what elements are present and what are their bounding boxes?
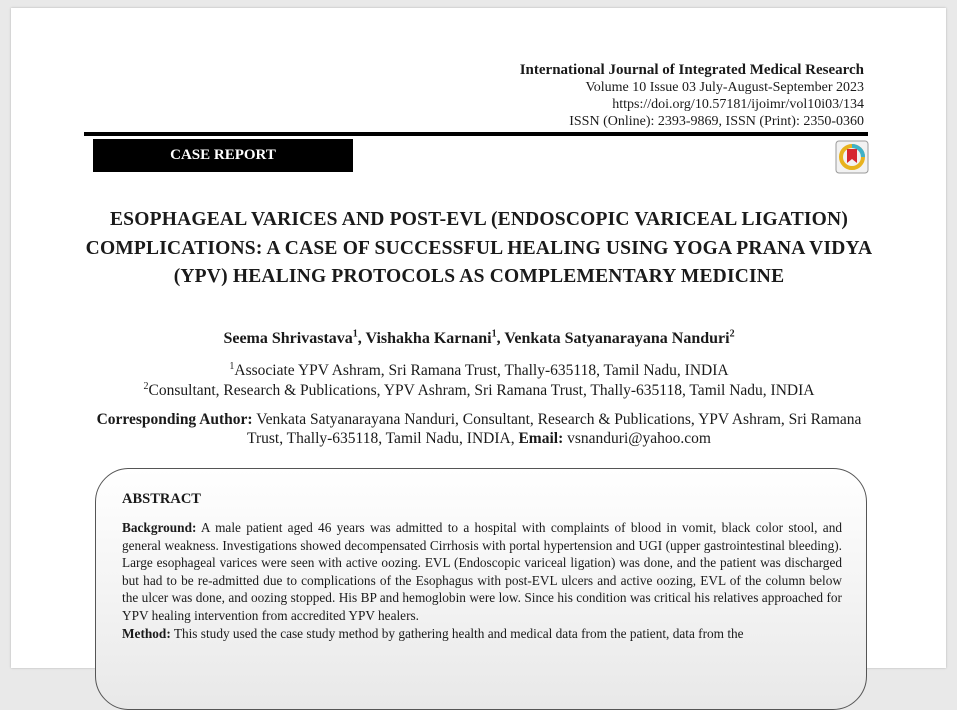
journal-volume: Volume 10 Issue 03 July-August-September 2023	[585, 80, 864, 95]
crossmark-check-updates-icon[interactable]	[835, 140, 869, 174]
author-name: Vishakha Karnani	[365, 330, 492, 347]
email-address[interactable]: vsnanduri@yahoo.com	[563, 430, 711, 447]
journal-header	[520, 62, 864, 130]
author-affil-mark: 2	[729, 328, 735, 340]
affiliation-line	[84, 361, 874, 381]
method-label: Method:	[122, 625, 171, 641]
corresponding-author	[84, 410, 874, 448]
abstract-body	[122, 519, 842, 642]
corresponding-label: Corresponding Author:	[96, 411, 253, 428]
affil-text: Associate YPV Ashram, Sri Ramana Trust, Thally-635118, Tamil Nadu, INDIA	[234, 362, 729, 379]
affil-mark: 2	[143, 380, 149, 392]
author-name: Venkata Satyanarayana Nanduri	[504, 330, 730, 347]
background-label: Background:	[122, 520, 197, 535]
author-list	[84, 330, 874, 348]
author-affil-mark: 1	[352, 328, 358, 340]
affiliation-line	[84, 381, 874, 401]
background-text: A male patient aged 46 years was admitted to a hospital with complaints of blood in vomit, black color stool, and general weakness. Investigations showed decompensated Cirrhosis with portal hypertension and UGI (upper gastrointestinal bleeding). Large esophageal varices were seen with active oozing. EVL (Endoscopic variceal ligation) was done, and the patient was discharged but had to be re-admitted due to complications of the Esophagus with post-EVL ulcers and active oozing, EVL of the column below the ulcer was done, and oozing stopped. His BP and hemoglobin were low. Since his condition was critical his relatives approached for YPV healing intervention from accredited YPV healers.	[122, 520, 842, 623]
header-rule	[84, 132, 868, 136]
affiliations	[84, 361, 874, 400]
author-name: Seema Shrivastava	[223, 330, 353, 347]
author-separator: ,	[357, 330, 366, 347]
email-label: Email:	[518, 430, 564, 447]
case-report-badge: CASE REPORT	[93, 139, 353, 172]
abstract-box	[95, 468, 867, 710]
affil-text: Consultant, Research & Publications, YPV Ashram, Sri Ramana Trust, Thally-635118, Tamil Nadu, INDIA	[148, 381, 815, 399]
author-affil-mark: 1	[491, 328, 497, 340]
article-title: ESOPHAGEAL VARICES AND POST-EVL (ENDOSCOPIC VARICEAL LIGATION) COMPLICATIONS: A CASE OF SUCCESSFUL HEALING USING YOGA PRANA VIDYA (YPV) HEALING PROTOCOLS AS COMPLEMENTARY MEDICINE	[85, 209, 873, 287]
journal-doi[interactable]: https://doi.org/10.57181/ijoimr/vol10i03/134	[612, 97, 864, 112]
corresponding-text: Venkata Satyanarayana Nanduri, Consultant, Research & Publications, YPV Ashram, Sri Ramana Trust, Thally-635118, Tamil Nadu, INDIA,	[247, 411, 862, 447]
method-text: This study used the case study method by gathering health and medical data from the patient, data from the	[170, 625, 744, 641]
document-page	[11, 8, 946, 668]
journal-issn: ISSN (Online): 2393-9869, ISSN (Print): 2350-0360	[569, 114, 864, 129]
abstract-heading: ABSTRACT	[122, 491, 201, 507]
journal-name: International Journal of Integrated Medical Research	[519, 62, 864, 78]
affil-mark: 1	[229, 360, 235, 372]
author-separator: ,	[496, 330, 505, 347]
